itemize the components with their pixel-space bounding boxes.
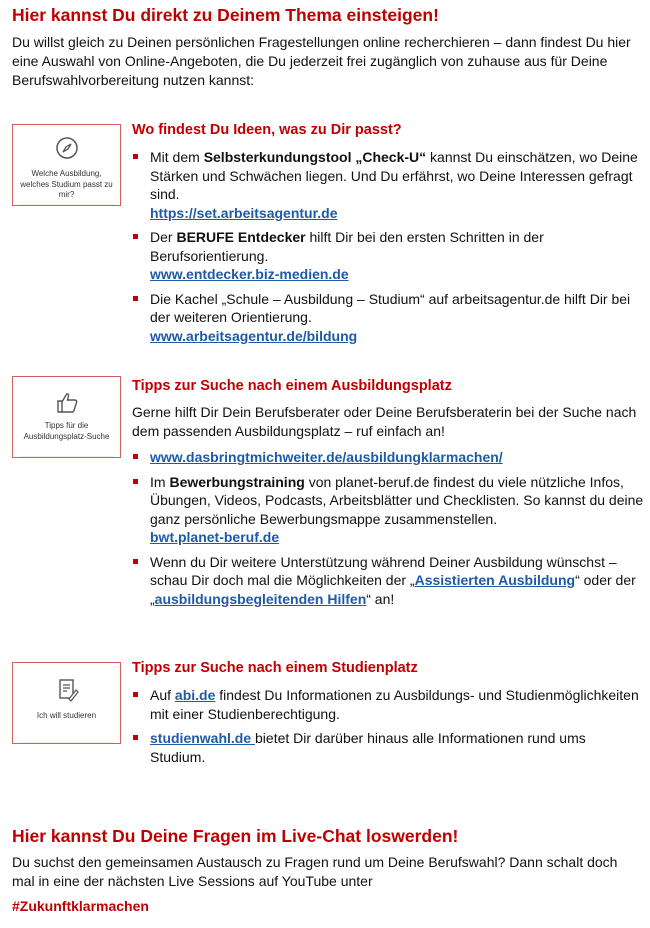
section-title: Hier kannst Du Deine Fragen im Live-Chat loswerden! xyxy=(12,826,459,846)
compass-icon xyxy=(54,135,80,161)
block2-heading: Tipps zur Suche nach einem Ausbildungsplatz xyxy=(132,378,452,394)
bewerbungstraining-link[interactable]: bwt.planet-beruf.de xyxy=(150,529,280,545)
tile-label: Tipps für die Ausbildungsplatz-Suche xyxy=(23,421,110,441)
check-u-link[interactable]: https://set.arbeitsagentur.de xyxy=(150,204,338,221)
list-item: Auf abi.de findest Du Informationen zu Ausbildungs- und Studienmöglichkeiten mit einer Studienberechtigung. xyxy=(132,686,644,723)
livechat-paragraph: Du suchst den gemeinsamen Austausch zu Fragen rund um Deine Berufswahl? Dann schalt doch mal in eine der nächsten Live Sessions auf YouTube unter xyxy=(12,854,618,889)
thumbs-up-icon xyxy=(54,389,80,415)
list-item: studienwahl.de bietet Dir darüber hinaus alle Informationen rund ums Studium. xyxy=(132,729,644,766)
list-item xyxy=(132,448,644,467)
block1-heading: Wo findest Du Ideen, was zu Dir passt? xyxy=(132,122,402,138)
intro-paragraph: Du willst gleich zu Deinen persönlichen Fragestellungen online recherchieren – dann findest Du hier eine Auswahl von Online-Angeboten, die Du jederzeit frei zugänglich von zuhause aus für Deine Berufswahlvorbereitung nutzen kannst: xyxy=(12,34,631,88)
ausbildungklarmachen-link[interactable]: www.dasbringtmichweiter.de/ausbildungklarmachen/ xyxy=(150,449,503,465)
tile-studieren[interactable] xyxy=(12,662,121,744)
block2-list xyxy=(132,448,644,614)
abi-link[interactable]: abi.de xyxy=(174,687,216,703)
abh-link[interactable]: ausbildungsbegleitenden Hilfen xyxy=(154,590,367,607)
list-item: Mit dem Selbsterkundungstool „Check-U“ kannst Du einschätzen, wo Deine Stärken und Schwächen liegen. Und Du erfährst, wo Deine Interessen gefragt sind. https://set.arbeitsagentur.de xyxy=(132,148,644,222)
list-item: Wenn du Dir weitere Unterstützung während Deiner Ausbildung wünschst – schau Dir doch mal die Möglichkeiten der „Assistierten Ausbildung“ oder der „ausbildungsbegleitenden Hilfen“ an! xyxy=(132,553,644,609)
entdecker-link[interactable]: www.entdecker.biz-medien.de xyxy=(150,266,349,282)
list-item: Der BERUFE Entdecker hilft Dir bei den ersten Schritten in der Berufsorientierung. www.entdecker.biz-medien.de xyxy=(132,228,644,284)
tile-ausbildungsplatz[interactable] xyxy=(12,376,121,458)
block1-list xyxy=(132,148,644,351)
studienwahl-link[interactable]: studienwahl.de xyxy=(150,730,256,746)
hashtag[interactable]: #Zukunftklarmachen xyxy=(12,898,149,914)
list-item: Im Bewerbungstraining von planet-beruf.de findest du viele nützliche Infos, Übungen, Videos, Podcasts, Arbeitsblätter und Checklisten. So kannst du deine ganz persönliche Bewerbungsmappe zusammenstellen. bwt.planet-beruf.de xyxy=(132,473,644,547)
section-title: Hier kannst Du direkt zu Deinem Thema einsteigen! xyxy=(12,5,439,25)
tile-label: Welche Ausbildung, welches Studium passt zu mir? xyxy=(20,169,113,199)
block3-list xyxy=(132,686,644,772)
document-pen-icon xyxy=(54,677,80,703)
tile-ideas[interactable] xyxy=(12,124,121,206)
bildung-link[interactable]: www.arbeitsagentur.de/bildung xyxy=(150,327,358,344)
block3-heading: Tipps zur Suche nach einem Studienplatz xyxy=(132,660,418,676)
assistierte-ausbildung-link[interactable]: Assistierten Ausbildung xyxy=(414,572,576,588)
tile-label: Ich will studieren xyxy=(36,711,97,720)
list-item: Die Kachel „Schule – Ausbildung – Studium“ auf arbeitsagentur.de hilft Dir bei der weiteren Orientierung. www.arbeitsagentur.de/bildung xyxy=(132,290,644,346)
block2-lead: Gerne hilft Dir Dein Berufsberater oder Deine Berufsberaterin bei der Suche nach dem passenden Ausbildungsplatz – ruf einfach an! xyxy=(132,404,637,439)
